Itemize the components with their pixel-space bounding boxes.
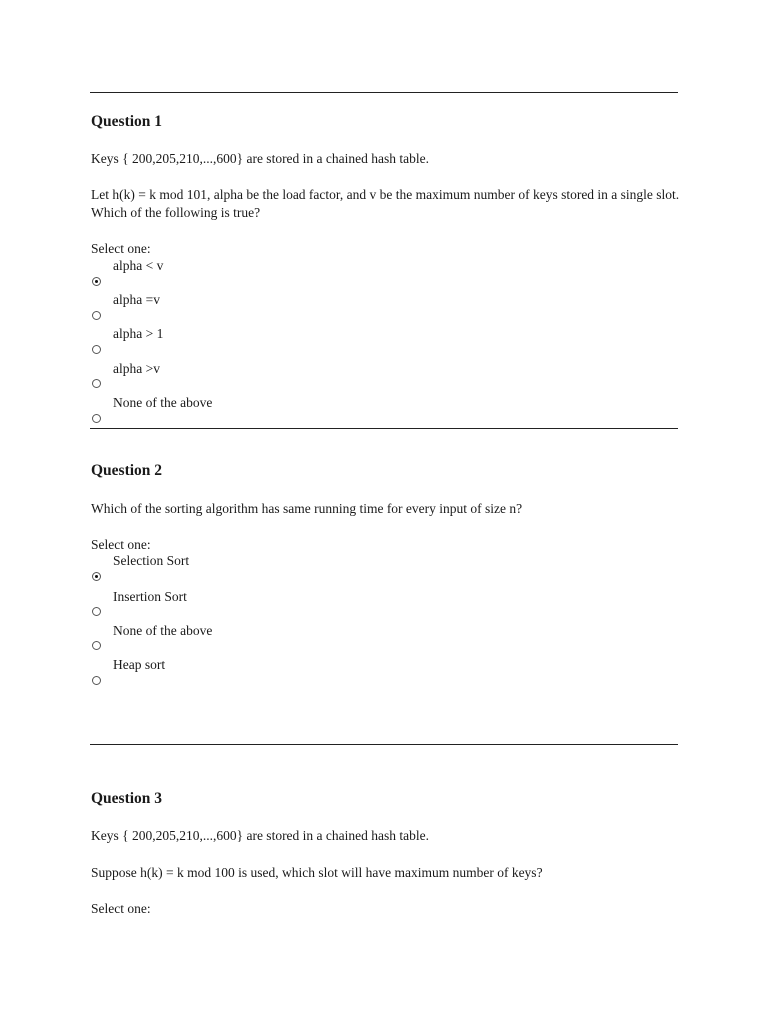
radio-button-selected[interactable] xyxy=(92,572,101,581)
radio-button[interactable] xyxy=(92,641,101,650)
radio-button[interactable] xyxy=(92,414,101,423)
question-text: Suppose h(k) = k mod 100 is used, which slot will have maximum number of keys? xyxy=(91,865,543,880)
divider xyxy=(90,428,678,429)
question-title: Question 2 xyxy=(91,462,163,479)
option-label: alpha >v xyxy=(113,361,160,376)
option-label: Insertion Sort xyxy=(113,589,187,604)
select-one-label: Select one: xyxy=(91,241,151,256)
question-text: Which of the sorting algorithm has same running time for every input of size n? xyxy=(91,501,523,516)
option-label: Heap sort xyxy=(113,657,166,672)
question-title: Question 1 xyxy=(91,113,163,130)
radio-button[interactable] xyxy=(92,676,101,685)
option-label: alpha > 1 xyxy=(113,326,164,341)
option-label: None of the above xyxy=(113,623,213,638)
select-one-label: Select one: xyxy=(91,901,151,916)
option-label: alpha =v xyxy=(113,292,160,307)
radio-button[interactable] xyxy=(92,311,101,320)
radio-button[interactable] xyxy=(92,607,101,616)
option-label: None of the above xyxy=(113,395,213,410)
radio-button[interactable] xyxy=(92,379,101,388)
question-text: Keys { 200,205,210,...,600} are stored in a chained hash table. xyxy=(91,151,430,166)
question-title: Question 3 xyxy=(91,790,163,807)
divider xyxy=(90,744,678,745)
radio-button[interactable] xyxy=(92,345,101,354)
question-text: Keys { 200,205,210,...,600} are stored in a chained hash table. xyxy=(91,828,430,843)
radio-button-selected[interactable] xyxy=(92,277,101,286)
option-label: alpha < v xyxy=(113,258,164,273)
select-one-label: Select one: xyxy=(91,537,151,552)
question-text: Let h(k) = k mod 101, alpha be the load factor, and v be the maximum number of keys stored in a single slot. Which of the following is true? xyxy=(91,187,680,220)
option-label: Selection Sort xyxy=(113,553,190,568)
divider xyxy=(90,92,678,93)
